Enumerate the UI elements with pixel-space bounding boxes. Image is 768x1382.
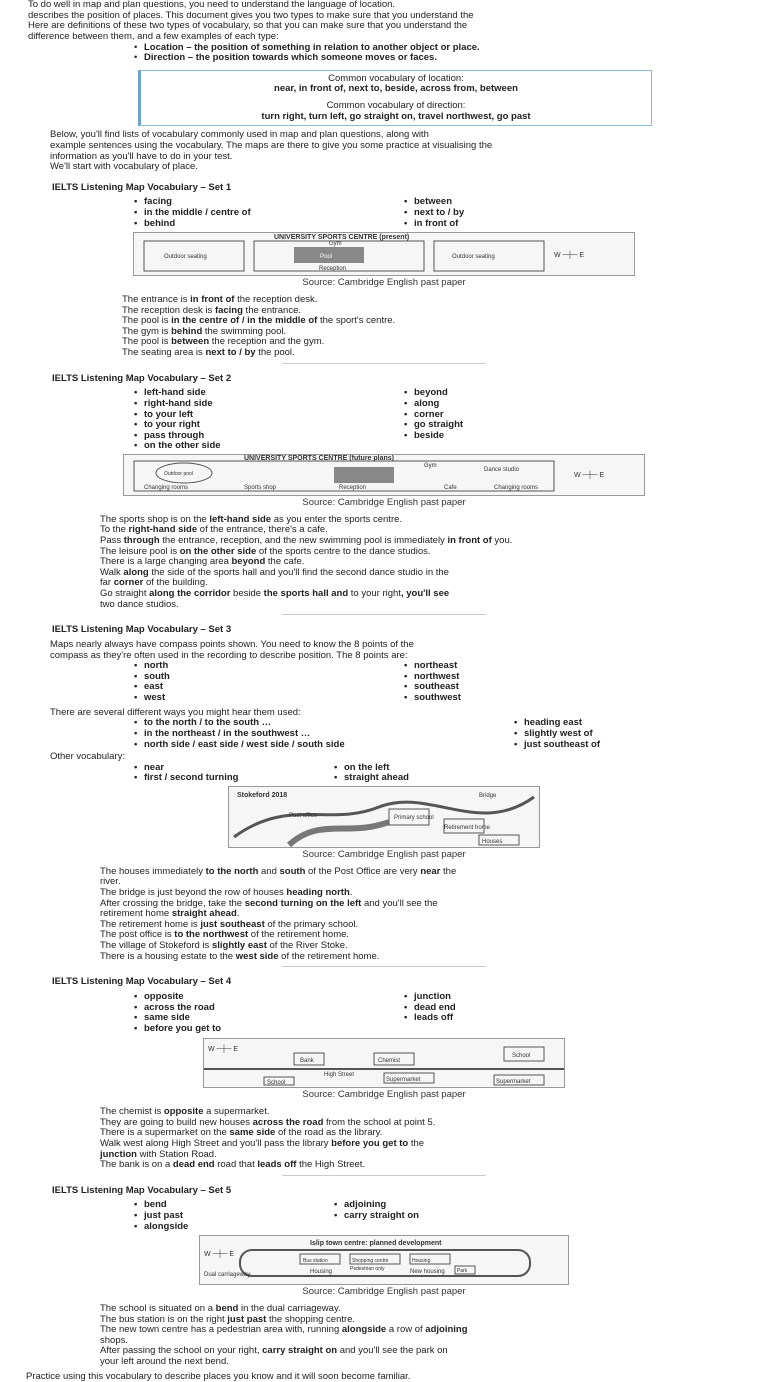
sentence-text: The pool is: [122, 336, 172, 348]
set4-caption: Source: Cambridge English past paper: [302, 1089, 466, 1101]
sentence-text: far: [100, 577, 114, 589]
divider: [282, 1175, 486, 1176]
sentence-text: the: [440, 865, 457, 877]
vocab-item: • carry straight on: [334, 1211, 419, 1222]
set4-map-drawing: [204, 1039, 564, 1087]
vocab-item: • dead end: [404, 1003, 456, 1014]
sentence-text: The bridge is just beyond the row of houses: [100, 886, 287, 898]
sentence-text: the reception and the gym.: [209, 336, 325, 348]
key-phrase: facing: [214, 304, 243, 316]
vocab-item: • next to / by: [404, 208, 464, 219]
vocab-item: • to your right: [134, 420, 404, 431]
example-sentence: [100, 1357, 746, 1368]
sentence-text: the: [408, 1137, 425, 1149]
set3-intro: [50, 640, 740, 661]
vocab-item: • in front of: [404, 219, 464, 230]
key-phrase: along: [123, 566, 149, 578]
sentence-text: the cafe.: [265, 556, 305, 568]
vocab-item: • before you get to: [134, 1024, 404, 1035]
sentence-text: The chemist is: [100, 1106, 164, 1117]
svg-text:W ─┼─ E: W ─┼─ E: [204, 1251, 235, 1259]
svg-text:W ─┼─ E: W ─┼─ E: [574, 472, 605, 479]
sentence-text: road that: [214, 1159, 258, 1171]
sentence-text: from the school at point 5.: [323, 1116, 436, 1128]
svg-text:Pedestrian only: Pedestrian only: [350, 1266, 385, 1273]
sentence-text: There is a large changing area: [100, 556, 232, 568]
sentence-text: There is a housing estate to the: [100, 950, 236, 962]
set5-caption: Source: Cambridge English past paper: [302, 1286, 466, 1298]
sentence-text: as you enter the sports centre.: [271, 513, 403, 525]
sentence-text: you.: [491, 534, 513, 546]
key-phrase: heading north: [286, 886, 350, 898]
svg-text:Shopping centre: Shopping centre: [352, 1258, 389, 1265]
key-phrase: just southeast: [200, 918, 265, 930]
key-phrase: along the corridor: [146, 588, 234, 599]
sentence-text: The school is situated on a: [100, 1302, 216, 1314]
sentence-text: river.: [100, 876, 121, 888]
sentence-text: the entrance.: [242, 304, 302, 316]
key-phrase: near: [420, 865, 441, 877]
example-sentence: [100, 1160, 746, 1171]
outro-text: Practice using this vocabulary to describe places you know and it will soon become familiar.: [26, 1370, 411, 1382]
key-phrase: to the north: [205, 865, 259, 877]
set2-map: [123, 454, 645, 496]
vocab-item: • heading east: [514, 718, 600, 729]
vocab-item: • pass through: [134, 431, 404, 442]
set3-caption: Source: Cambridge English past paper: [302, 849, 466, 860]
svg-text:Bank: Bank: [300, 1058, 314, 1065]
set3-intro-line: Maps nearly always have compass points shown. You need to know the 8 points of the: [50, 638, 414, 650]
svg-text:Chemist: Chemist: [378, 1058, 401, 1065]
direction-items: turn right, turn left, go straight on, travel northwest, go past: [261, 110, 531, 122]
sentence-text: shops.: [100, 1334, 128, 1346]
sentence-text: The village of Stokeford is: [100, 940, 212, 951]
vocab-item: • leads off: [404, 1013, 456, 1024]
key-phrase: second turning on the left: [244, 897, 362, 909]
below-line: example sentences using the vocabulary. The maps are there to give you some practice at visualising the: [50, 139, 493, 151]
svg-text:Dance studio: Dance studio: [484, 467, 520, 473]
set3-other: Other vocabulary:: [50, 751, 125, 763]
below-section: [50, 130, 740, 173]
svg-text:Gym: Gym: [424, 463, 437, 469]
direction-title: Common vocabulary of direction:: [326, 100, 466, 111]
vocab-item: • adjoining: [334, 1200, 419, 1211]
svg-text:Outdoor seating: Outdoor seating: [452, 254, 495, 261]
sentence-text: the High Street.: [296, 1159, 366, 1171]
sentence-text: your left around the next bend.: [100, 1356, 229, 1367]
set1-vocab: [134, 197, 746, 229]
intro-line: describes the position of places. This document gives you two types to make sure that you understand the: [28, 9, 474, 21]
svg-text:Housing: Housing: [310, 1269, 333, 1276]
location-items: near, in front of, next to, beside, across from, between: [274, 83, 518, 95]
below-line: Below, you'll find lists of vocabulary commonly used in map and plan questions, along with: [50, 129, 429, 141]
svg-text:W ─┼─ E: W ─┼─ E: [208, 1046, 239, 1054]
key-phrase: dead end: [172, 1159, 215, 1171]
sentence-text: There is a supermarket on the: [100, 1127, 230, 1139]
svg-text:Gym: Gym: [329, 241, 342, 248]
sentence-text: the shopping centre.: [266, 1313, 356, 1325]
sentence-text: beside: [233, 588, 262, 599]
svg-text:Primary school: Primary school: [394, 815, 434, 821]
key-phrase: left-hand side: [209, 513, 272, 525]
sentence-text: the swimming pool.: [202, 325, 287, 337]
set2-map-drawing: [124, 455, 644, 495]
example-sentence: [100, 600, 746, 611]
sentence-text: The gym is: [122, 325, 172, 337]
vocab-item: • left-hand side: [134, 388, 404, 399]
sentence-text: of the entrance, there's a cafe.: [197, 524, 328, 536]
set2-heading: IELTS Listening Map Vocabulary – Set 2: [52, 372, 232, 384]
divider: [282, 363, 486, 364]
vocab-item: • bend: [134, 1200, 334, 1211]
sentence-text: of the retirement home.: [278, 950, 380, 962]
sentence-text: of the Post Office are very: [305, 865, 421, 877]
key-phrase: to the northwest: [174, 929, 249, 941]
sentence-text: After crossing the bridge, take the: [100, 897, 245, 909]
sentence-text: The sports shop is on the: [100, 513, 210, 525]
set4-heading: IELTS Listening Map Vocabulary – Set 4: [52, 976, 232, 988]
svg-text:Outdoor seating: Outdoor seating: [164, 254, 207, 261]
vocab-item: • in the northeast / in the southwest …: [134, 729, 514, 740]
example-sentence: [100, 952, 746, 963]
sentence-text: the reception desk.: [234, 293, 318, 305]
vocab-item: • southwest: [404, 693, 461, 704]
vocab-item: • near: [134, 763, 334, 774]
svg-text:Outdoor pool: Outdoor pool: [164, 471, 193, 477]
key-phrase: alongside: [341, 1324, 387, 1336]
svg-text:School: School: [512, 1053, 531, 1060]
below-line: information as you'll have to do in your test.: [50, 150, 233, 162]
definition-location: • Location – the position of something in relation to another object or place.: [134, 43, 746, 54]
sentence-text: Walk: [100, 566, 124, 578]
vocab-item: • facing: [134, 197, 404, 208]
example-sentence: [100, 1325, 746, 1336]
svg-text:Supermarket: Supermarket: [496, 1079, 531, 1086]
svg-text:Bridge: Bridge: [479, 793, 497, 799]
svg-text:Post office: Post office: [289, 813, 317, 819]
divider: [282, 614, 486, 615]
svg-text:Houses: Houses: [482, 839, 503, 845]
vocab-item: • just southeast of: [514, 740, 600, 751]
key-phrase: slightly east: [211, 940, 267, 951]
sentence-text: The seating area is: [122, 347, 206, 358]
location-title: Common vocabulary of location:: [328, 72, 464, 84]
sentence-text: and you'll see the: [361, 897, 438, 909]
vocab-item: • on the other side: [134, 441, 404, 452]
key-phrase: opposite: [163, 1106, 204, 1117]
key-phrase: before you get to: [331, 1137, 409, 1149]
sentence-text: Walk west along High Street and you'll pass the library: [100, 1137, 332, 1149]
vocab-item: • same side: [134, 1013, 404, 1024]
set3-intro-line: compass as they're often used in the recording to describe position. The 8 points are:: [50, 649, 408, 661]
vocab-item: • along: [404, 399, 463, 410]
svg-text:Reception: Reception: [319, 266, 347, 273]
set3-other-list: [134, 763, 746, 784]
vocab-item: • go straight: [404, 420, 463, 431]
key-phrase: the sports hall and: [261, 588, 351, 599]
svg-text:Reception: Reception: [339, 485, 367, 491]
key-phrase: right-hand side: [128, 524, 198, 536]
key-phrase: between: [171, 336, 210, 348]
svg-text:Changing rooms: Changing rooms: [494, 485, 539, 491]
sentence-text: and you'll see the park on: [337, 1345, 448, 1357]
sentence-text: in the dual carriageway.: [238, 1302, 341, 1314]
key-phrase: straight ahead: [171, 908, 237, 920]
svg-text:Stokeford 2018: Stokeford 2018: [237, 792, 288, 799]
set3-sentences: [100, 867, 746, 963]
key-phrase: behind: [171, 325, 203, 337]
key-phrase: across the road: [252, 1116, 324, 1128]
sentence-text: The pool is: [122, 315, 172, 327]
sentence-text: two dance studios.: [100, 598, 179, 610]
set3-heading: IELTS Listening Map Vocabulary – Set 3: [52, 624, 232, 636]
set1-map: [133, 232, 635, 276]
set5-sentences: [100, 1304, 746, 1368]
set5-map-drawing: [200, 1236, 568, 1284]
key-phrase: adjoining: [425, 1324, 468, 1336]
sentence-text: .: [236, 908, 240, 920]
sentence-text: of the River Stoke.: [266, 940, 348, 951]
vocab-item: • east: [134, 682, 404, 693]
key-phrase: carry straight on: [262, 1345, 338, 1357]
vocab-item: • northeast: [404, 661, 461, 672]
sentence-text: the entrance, reception, and the new swimming pool is immediately: [159, 534, 448, 546]
set1-map-drawing: [134, 233, 634, 275]
set3-map-drawing: [229, 787, 539, 847]
set4-sentences: [100, 1107, 746, 1171]
example-sentence: [100, 867, 746, 878]
vocab-item: • beyond: [404, 388, 463, 399]
set3-ways-list: [134, 718, 746, 750]
sentence-text: with Station Road.: [136, 1148, 217, 1160]
key-phrase: corner: [113, 577, 144, 589]
sentence-text: of the sports centre to the dance studios.: [256, 545, 431, 557]
vocab-item: • slightly west of: [514, 729, 600, 740]
vocab-item: • between: [404, 197, 464, 208]
vocab-item: • just past: [134, 1211, 334, 1222]
sentence-text: After passing the school on your right,: [100, 1345, 263, 1357]
svg-text:Changing rooms: Changing rooms: [144, 485, 189, 491]
key-phrase: on the other side: [179, 545, 257, 557]
svg-text:Pool: Pool: [320, 254, 333, 261]
svg-text:New housing: New housing: [410, 1269, 445, 1276]
svg-text:Sports shop: Sports shop: [244, 485, 277, 491]
definition-direction: • Direction – the position towards which someone moves or faces.: [134, 53, 746, 64]
svg-text:Park: Park: [457, 1268, 468, 1275]
sentence-text: The houses immediately: [100, 865, 206, 877]
sentence-text: The entrance is: [122, 293, 191, 305]
svg-text:Cafe: Cafe: [444, 485, 457, 491]
definition-list: [134, 43, 746, 64]
sentence-text: The leisure pool is: [100, 545, 180, 557]
sentence-text: of the building.: [143, 577, 208, 589]
key-phrase: in the centre of / in the middle of: [171, 315, 318, 327]
sentence-text: to your right: [350, 588, 401, 599]
vocab-item: • corner: [404, 410, 463, 421]
vocab-item: • west: [134, 693, 404, 704]
vocab-item: • opposite: [134, 992, 404, 1003]
sentence-text: They are going to build new houses: [100, 1116, 253, 1128]
vocab-item: • right-hand side: [134, 399, 404, 410]
key-phrase: bend: [215, 1302, 239, 1314]
key-phrase: west side: [235, 950, 279, 962]
key-phrase: junction: [100, 1148, 137, 1160]
sentence-text: the sport's centre.: [317, 315, 396, 327]
set5-map: [199, 1235, 569, 1285]
svg-text:W ─┼─ E: W ─┼─ E: [554, 252, 585, 260]
intro-section: [22, 0, 746, 43]
sentence-text: The bus station is on the right: [100, 1313, 228, 1325]
vocab-item: • beside: [404, 431, 463, 442]
sentence-text: the pool.: [255, 347, 295, 358]
sentence-text: of the primary school.: [264, 918, 359, 930]
key-phrase: beyond: [231, 556, 266, 568]
vocab-item: • southeast: [404, 682, 461, 693]
sentence-text: The post office is: [100, 929, 175, 941]
key-phrase: same side: [229, 1127, 276, 1139]
key-phrase: leads off: [257, 1159, 297, 1171]
example-sentence: [100, 589, 746, 600]
set5-heading: IELTS Listening Map Vocabulary – Set 5: [52, 1184, 232, 1196]
set4-map: [203, 1038, 565, 1088]
set2-vocab: [134, 388, 746, 452]
vocab-item: • north side / east side / west side / south side: [134, 740, 514, 751]
intro-line: To do well in map and plan questions, you need to understand the language of location.: [28, 0, 396, 10]
set1-sentences: [122, 295, 746, 359]
sentence-text: To the: [100, 524, 129, 536]
svg-text:UNIVERSITY SPORTS CENTRE (futu: UNIVERSITY SPORTS CENTRE (future plans): [244, 455, 394, 462]
sentence-text: of the retirement home.: [248, 929, 350, 941]
vocab-item: • behind: [134, 219, 404, 230]
set2-caption: Source: Cambridge English past paper: [302, 497, 466, 508]
svg-text:School: School: [267, 1080, 286, 1087]
set2-sentences: [100, 515, 746, 611]
vocab-item: • on the left: [334, 763, 409, 774]
svg-text:Dual carriageway: Dual carriageway: [204, 1272, 251, 1279]
set1-caption: Source: Cambridge English past paper: [302, 277, 466, 289]
set3-map: [228, 786, 540, 848]
sentence-text: Pass: [100, 534, 124, 546]
svg-text:Islip town centre: planned dev: Islip town centre: planned development: [310, 1240, 442, 1248]
vocab-item: • alongside: [134, 1222, 334, 1233]
vocabulary-box: [138, 70, 652, 127]
vocab-item: • across the road: [134, 1003, 404, 1014]
map-title: UNIVERSITY SPORTS CENTRE (present): [274, 234, 410, 242]
vocab-item: • to the north / to the south …: [134, 718, 514, 729]
svg-text:Supermarket: Supermarket: [386, 1077, 421, 1084]
sentence-text: a row of: [386, 1324, 426, 1336]
svg-text:Retirement home: Retirement home: [444, 825, 491, 831]
sentence-text: and: [258, 865, 280, 877]
sentence-text: Go straight: [100, 588, 147, 599]
intro-line: Here are definitions of these two types of vocabulary, so that you can make sure that you understand the: [28, 20, 468, 32]
vocab-item: • to your left: [134, 410, 404, 421]
key-phrase: just past: [227, 1313, 267, 1325]
key-phrase: south: [279, 865, 306, 877]
vocab-item: • south: [134, 672, 404, 683]
vocab-item: • north: [134, 661, 404, 672]
set1-heading: IELTS Listening Map Vocabulary – Set 1: [52, 181, 232, 193]
set5-vocab: [134, 1200, 746, 1232]
key-phrase: in front of: [190, 293, 235, 305]
vocab-item: • junction: [404, 992, 456, 1003]
vocab-item: • northwest: [404, 672, 461, 683]
set3-compass: [134, 661, 746, 704]
divider: [282, 966, 486, 967]
below-line: We'll start with vocabulary of place.: [50, 161, 198, 173]
vocab-item: • first / second turning: [134, 773, 334, 784]
sentence-text: the side of the sports hall and you'll find the second dance studio in the: [148, 566, 449, 578]
sentence-text: The retirement home is: [100, 918, 201, 930]
key-phrase: , you'll see: [400, 588, 450, 599]
sentence-text: retirement home: [100, 908, 172, 920]
sentence-text: a supermarket.: [203, 1106, 270, 1117]
set3-ways: There are several different ways you might hear them used:: [50, 706, 301, 718]
svg-text:Housing: Housing: [412, 1258, 431, 1265]
intro-line: difference between them, and a few examples of each type:: [28, 30, 279, 42]
svg-text:High Street: High Street: [324, 1072, 355, 1079]
set4-vocab: [134, 992, 746, 1035]
sentence-text: .: [349, 886, 353, 898]
key-phrase: through: [123, 534, 160, 546]
key-phrase: next to / by: [205, 347, 256, 358]
sentence-text: The reception desk is: [122, 304, 215, 316]
key-phrase: in front of: [447, 534, 492, 546]
sentence-text: of the road as the library.: [275, 1127, 383, 1139]
svg-text:Bus station: Bus station: [303, 1258, 328, 1265]
vocab-item: • straight ahead: [334, 773, 409, 784]
vocab-item: • in the middle / centre of: [134, 208, 404, 219]
sentence-text: The new town centre has a pedestrian area with, running: [100, 1324, 342, 1336]
example-sentence: [122, 348, 746, 359]
sentence-text: The bank is on a: [100, 1159, 173, 1171]
